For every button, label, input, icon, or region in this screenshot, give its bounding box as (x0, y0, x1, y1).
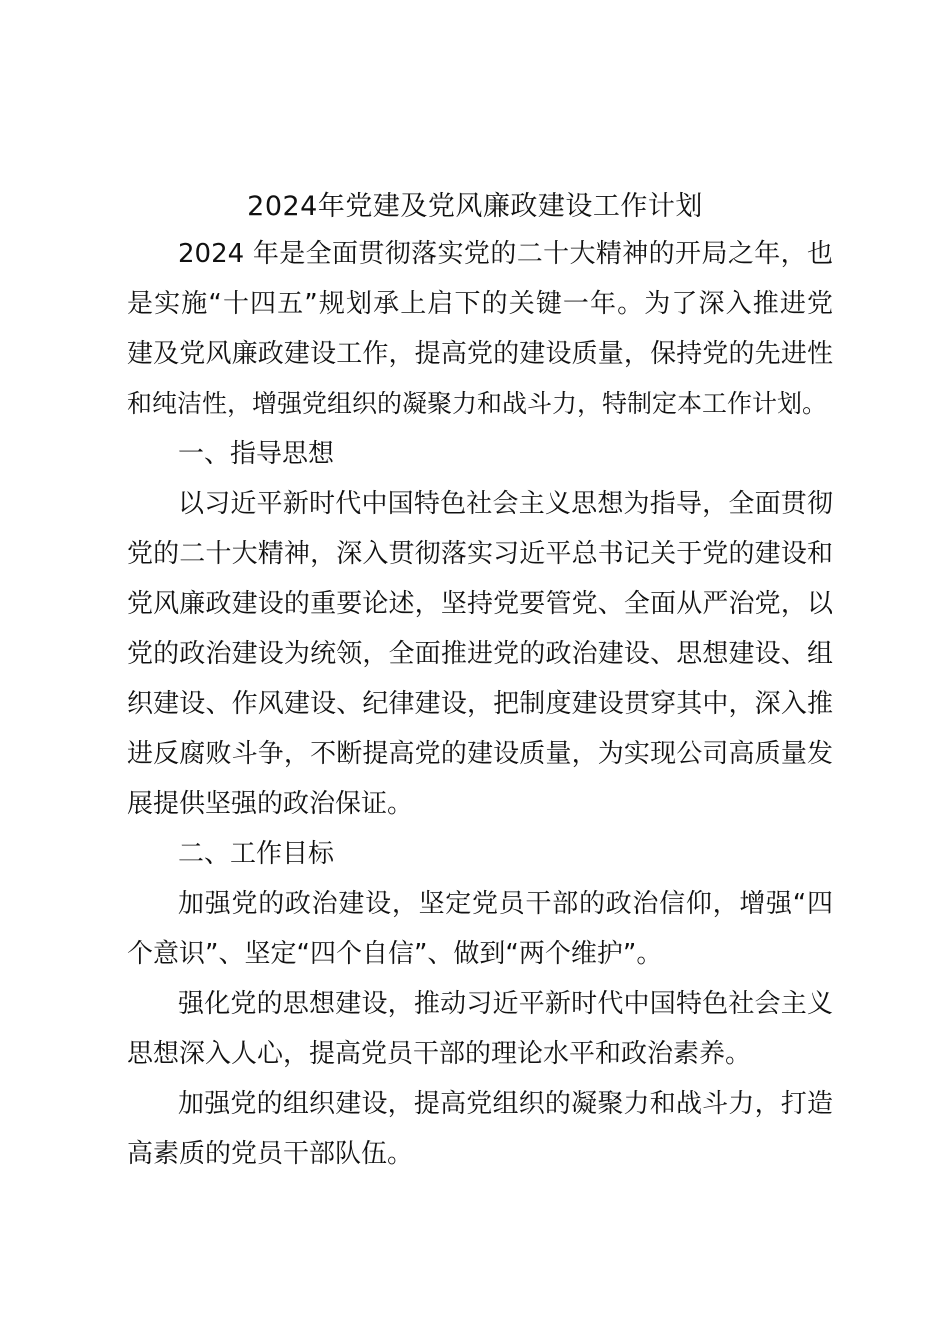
paragraph-line: 加强党的政治建设，坚定党员干部的政治信仰，增强“四 (178, 889, 833, 919)
section-heading-work-goals: 二、工作目标 (178, 839, 335, 869)
paragraph-line: 是实施“十四五”规划承上启下的关键一年。为了深入推进党 (127, 289, 833, 319)
paragraph-line: 建及党风廉政建设工作，提高党的建设质量，保持党的先进性 (127, 339, 833, 369)
paragraph-line: 进反腐败斗争，不断提高党的建设质量，为实现公司高质量发 (127, 739, 833, 769)
paragraph-line: 党的二十大精神，深入贯彻落实习近平总书记关于党的建设和 (127, 539, 833, 569)
paragraph-line: 加强党的组织建设，提高党组织的凝聚力和战斗力，打造 (178, 1089, 833, 1119)
paragraph-line: 和纯洁性，增强党组织的凝聚力和战斗力，特制定本工作计划。 (127, 389, 828, 418)
document-title: 2024年党建及党风廉政建设工作计划 (247, 191, 703, 222)
paragraph-line: 以习近平新时代中国特色社会主义思想为指导，全面贯彻 (178, 489, 833, 519)
section-heading-guiding-ideology: 一、指导思想 (178, 439, 335, 469)
paragraph-line: 党的政治建设为统领，全面推进党的政治建设、思想建设、组 (127, 639, 833, 669)
paragraph-line: 党风廉政建设的重要论述，坚持党要管党、全面从严治党，以 (127, 589, 833, 619)
paragraph-line: 织建设、作风建设、纪律建设，把制度建设贯穿其中，深入推 (127, 689, 833, 719)
paragraph-line: 个意识”、坚定“四个自信”、做到“两个维护”。 (127, 939, 663, 969)
paragraph-line: 强化党的思想建设，推动习近平新时代中国特色社会主义 (178, 989, 833, 1019)
paragraph-line: 高素质的党员干部队伍。 (127, 1139, 414, 1169)
paragraph-line: 展提供坚强的政治保证。 (127, 789, 414, 819)
paragraph-line: 思想深入人心，提高党员干部的理论水平和政治素养。 (127, 1039, 752, 1069)
paragraph-line: 2024 年是全面贯彻落实党的二十大精神的开局之年，也 (178, 239, 833, 269)
